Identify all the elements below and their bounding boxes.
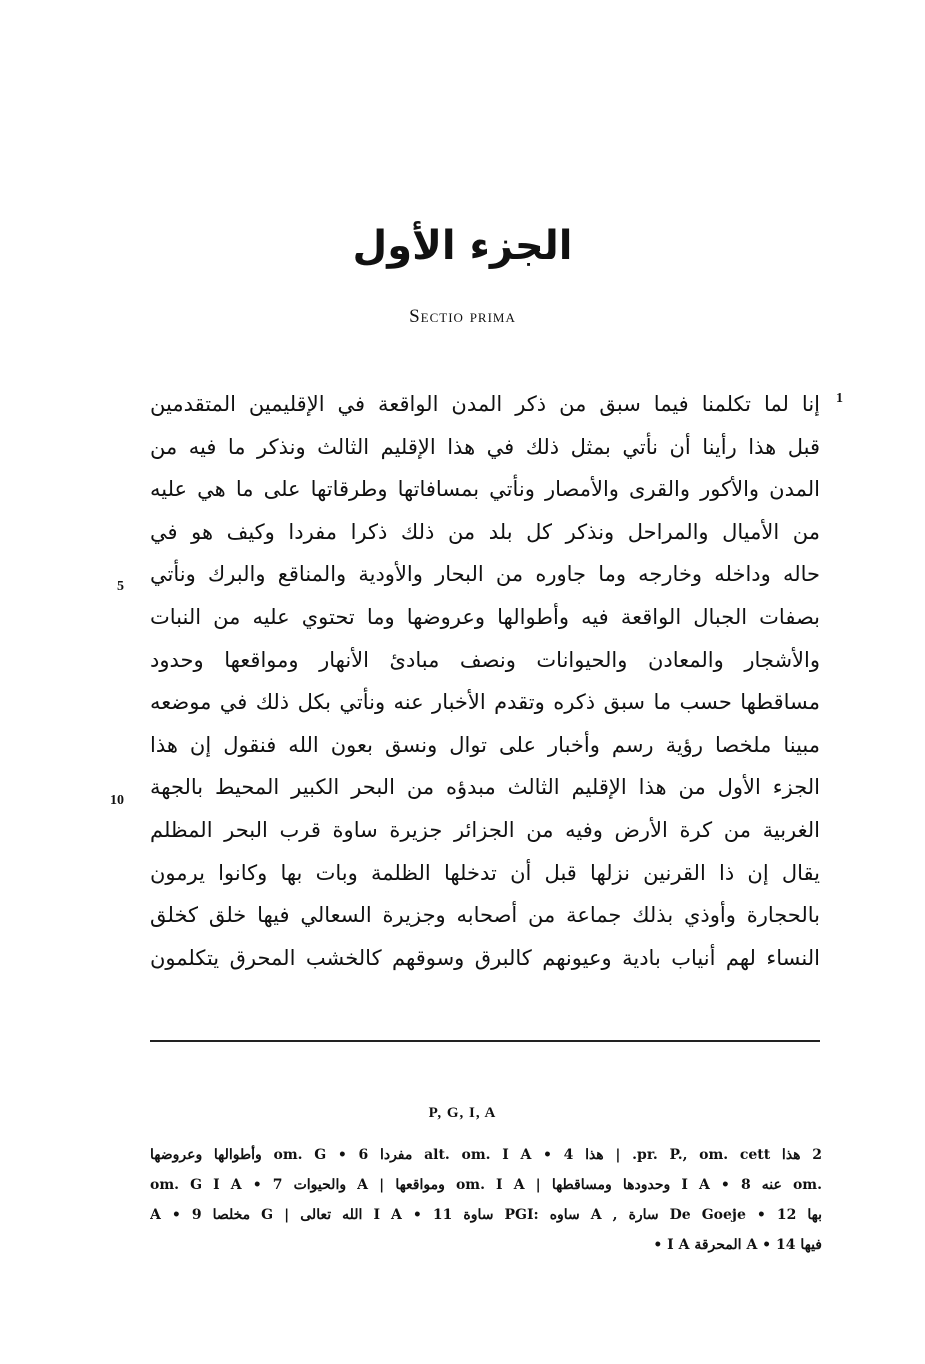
text-line: من الأميال والمراحل ونذكر كل بلد من ذلك ذكرا مفردا وكيف هو في <box>150 519 820 544</box>
text-line: مبينا ملخصا رؤية رسم وأخبار على توال ونسق بعون الله فنقول إن هذا <box>150 732 820 757</box>
text-line: بالحجارة وأوذي بذلك جماعة من أصحابه وجزيرة السعالي فيها خلق كخلق <box>150 903 820 928</box>
text-line: مساقطها حسب ما سبق ذكره وتقدم الأخبار عنه ونأتي بكل ذلك في موضعه <box>150 690 820 715</box>
text-line: النساء لهم أنياب بادية وعيونهم كالبرق وسوقهم كالخشب المحرق يتكلمون <box>150 945 820 970</box>
apparatus-line: فيها A • 14 المحرقة I A • <box>653 1237 822 1253</box>
text-line: بصفات الجبال الواقعة فيه وأطوالها وعروضها وما تحتوي عليه من النبات <box>150 604 820 629</box>
section-title-arabic: الجزء الأول <box>352 223 573 269</box>
section-title-latin: Sectio prima <box>409 306 516 327</box>
text-line: قبل هذا رأينا أن نأتي بمثل ذلك في هذا الإقليم الثالث ونذكر ما فيه من <box>150 434 820 459</box>
text-line: الغربية من كرة الأرض وفيه من الجزائر جزيرة ساوة قرب البحر المظلم <box>150 817 820 842</box>
apparatus-line: A • 9 مخلصا G | الله تعالى I A • 11 ساوة PGI: ساوه A , سارة De Goeje • 12 بها <box>150 1207 822 1223</box>
line-number-1: 1 <box>836 391 843 406</box>
text-line: يقال إن ذا القرنين نزلها قبل أن تدخلها الظلمة وبات بها وكانوا يرمون <box>150 860 820 885</box>
text-line: إنا لما تكلمنا فيما سبق من ذكر المدن الواقعة في الإقليمين المتقدمين <box>150 392 820 416</box>
text-line: الجزء الأول من هذا الإقليم الثالث مبدؤه من البحر الكبير المحيط بالجهة <box>150 775 820 800</box>
manuscript-sigla: P, G, I, A <box>428 1105 497 1121</box>
apparatus-line: om. G I A • 7 والحيوات A | ومواقعها om. I A | وحدودها ومساقطها I A • 8 عنه om. <box>150 1177 822 1193</box>
footnote-divider <box>150 1040 820 1042</box>
text-line: والأشجار والمعادن والحيوانات ونصف مبادئ الأنهار ومواقعها وحدود <box>150 647 820 672</box>
apparatus-line: 2 هذا pr. P., om. cett. | هذا alt. om. I A • 4 مفردا om. G • 6 وأطوالها وعروضها <box>150 1147 822 1163</box>
text-line: حاله وداخله وخارجه وما جاوره من البحار والأودية والمناقع والبرك ونأتي <box>150 562 820 587</box>
line-number-5: 5 <box>117 579 124 594</box>
critical-apparatus <box>150 1140 822 1260</box>
line-number-10: 10 <box>110 793 124 808</box>
text-line: المدن والأكور والقرى والأمصار ونأتي بمسافاتها وطرقاتها على ما هي عليه <box>150 477 820 502</box>
main-text <box>150 383 820 979</box>
